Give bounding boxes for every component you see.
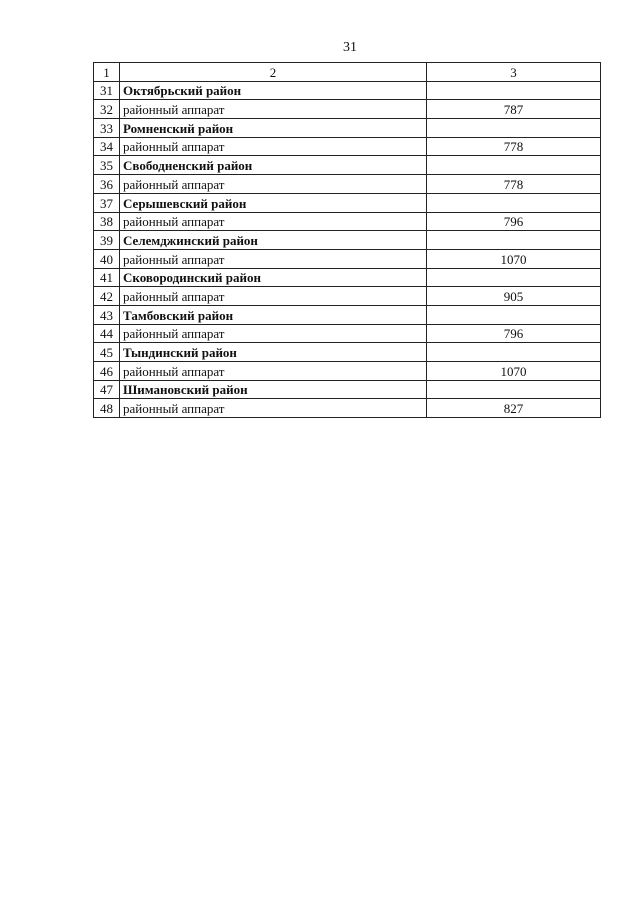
district-row (94, 305, 601, 324)
row-name-cell: районный аппарат (120, 324, 427, 343)
apparatus-row (94, 362, 601, 381)
row-value-cell: 796 (427, 324, 601, 343)
header-cell-1: 1 (94, 63, 120, 82)
header-cell-2: 2 (120, 63, 427, 82)
header-cell-3: 3 (427, 63, 601, 82)
staffing-table (93, 62, 601, 418)
row-number-cell: 41 (94, 268, 120, 287)
apparatus-row (94, 100, 601, 119)
district-row (94, 81, 601, 100)
district-row (94, 343, 601, 362)
apparatus-row (94, 324, 601, 343)
row-value-cell: 1070 (427, 362, 601, 381)
row-number-cell: 38 (94, 212, 120, 231)
row-name-cell: районный аппарат (120, 175, 427, 194)
row-name-cell: Шимановский район (120, 380, 427, 399)
row-value-cell: 827 (427, 399, 601, 418)
apparatus-row (94, 399, 601, 418)
row-name-cell: районный аппарат (120, 362, 427, 381)
row-value-cell (427, 119, 601, 138)
row-name-cell: Селемджинский район (120, 231, 427, 250)
row-number-cell: 37 (94, 193, 120, 212)
row-number-cell: 45 (94, 343, 120, 362)
row-name-cell: районный аппарат (120, 212, 427, 231)
row-number-cell: 42 (94, 287, 120, 306)
apparatus-row (94, 212, 601, 231)
row-number-cell: 31 (94, 81, 120, 100)
row-number-cell: 32 (94, 100, 120, 119)
district-row (94, 193, 601, 212)
page-number: 31 (343, 40, 357, 55)
row-name-cell: Свободненский район (120, 156, 427, 175)
row-value-cell (427, 380, 601, 399)
row-value-cell: 905 (427, 287, 601, 306)
row-value-cell: 778 (427, 137, 601, 156)
row-number-cell: 34 (94, 137, 120, 156)
row-name-cell: районный аппарат (120, 249, 427, 268)
row-number-cell: 40 (94, 249, 120, 268)
row-number-cell: 36 (94, 175, 120, 194)
row-name-cell: Ромненский район (120, 119, 427, 138)
row-value-cell: 796 (427, 212, 601, 231)
row-value-cell (427, 81, 601, 100)
row-number-cell: 33 (94, 119, 120, 138)
row-name-cell: районный аппарат (120, 287, 427, 306)
table-body (94, 63, 601, 418)
row-value-cell: 787 (427, 100, 601, 119)
row-name-cell: Тамбовский район (120, 305, 427, 324)
apparatus-row (94, 287, 601, 306)
row-value-cell: 778 (427, 175, 601, 194)
row-name-cell: Октябрьский район (120, 81, 427, 100)
row-name-cell: районный аппарат (120, 399, 427, 418)
apparatus-row (94, 249, 601, 268)
table-header-row (94, 63, 601, 82)
row-value-cell (427, 305, 601, 324)
district-row (94, 380, 601, 399)
row-value-cell (427, 156, 601, 175)
district-row (94, 231, 601, 250)
row-number-cell: 44 (94, 324, 120, 343)
district-row (94, 268, 601, 287)
row-value-cell: 1070 (427, 249, 601, 268)
row-value-cell (427, 193, 601, 212)
row-number-cell: 43 (94, 305, 120, 324)
apparatus-row (94, 175, 601, 194)
row-name-cell: районный аппарат (120, 137, 427, 156)
row-name-cell: Сковородинский район (120, 268, 427, 287)
row-number-cell: 47 (94, 380, 120, 399)
row-number-cell: 46 (94, 362, 120, 381)
row-value-cell (427, 231, 601, 250)
row-name-cell: районный аппарат (120, 100, 427, 119)
district-row (94, 119, 601, 138)
apparatus-row (94, 137, 601, 156)
row-value-cell (427, 268, 601, 287)
district-row (94, 156, 601, 175)
row-number-cell: 39 (94, 231, 120, 250)
row-value-cell (427, 343, 601, 362)
row-name-cell: Серышевский район (120, 193, 427, 212)
row-name-cell: Тындинский район (120, 343, 427, 362)
row-number-cell: 35 (94, 156, 120, 175)
row-number-cell: 48 (94, 399, 120, 418)
